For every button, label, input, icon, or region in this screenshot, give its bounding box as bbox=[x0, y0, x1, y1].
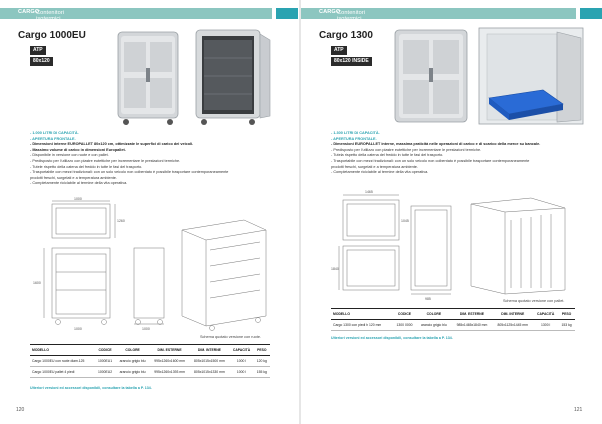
dimension-label: 1000 bbox=[142, 327, 150, 331]
table-cell: 1300 l bbox=[533, 320, 558, 331]
feature-list bbox=[331, 131, 581, 176]
table-note: Ulteriori versioni ed accessori disponibili, consultare la tabella a P. 134. bbox=[30, 386, 152, 390]
spec-table bbox=[30, 344, 270, 378]
dimension-label: 1000 bbox=[74, 197, 82, 201]
table-cell: 1000 l bbox=[229, 356, 253, 367]
column-header: COLORE bbox=[416, 309, 451, 320]
section-header-bar bbox=[0, 8, 272, 22]
table-cell: arancio grigio blu bbox=[115, 367, 149, 378]
table-header-row bbox=[30, 345, 270, 356]
dimension-label: 1840 bbox=[331, 267, 339, 271]
size-badge: 80x120 bbox=[30, 57, 53, 66]
dimension-label: 1260 bbox=[117, 219, 125, 223]
drawing-caption: Schema quotato versione con ruote. bbox=[200, 335, 261, 339]
dimension-label: 1000 bbox=[74, 327, 82, 331]
dimension-label: 1045 bbox=[401, 219, 409, 223]
closed-container-image bbox=[118, 32, 178, 125]
table-row bbox=[30, 356, 270, 367]
feature-item: prodotti freschi, surgelati e a temperatura ambiente. bbox=[331, 164, 418, 169]
section-header-brand: CARGO bbox=[319, 9, 341, 15]
dimension-label: 985 bbox=[425, 297, 431, 301]
table-cell: arancio grigio blu bbox=[416, 320, 451, 331]
table-cell: 1000EU1 bbox=[95, 356, 116, 367]
dimension-label: 1600 bbox=[33, 281, 41, 285]
table-row bbox=[331, 320, 575, 331]
column-header: CAPACITÀ bbox=[229, 345, 253, 356]
atp-badge: ATP bbox=[30, 46, 46, 55]
section-header bbox=[319, 9, 366, 22]
product-photo bbox=[391, 24, 591, 128]
table-row bbox=[30, 367, 270, 378]
right-page bbox=[301, 0, 600, 424]
open-container-with-pallet-image bbox=[479, 28, 583, 124]
product-title: Cargo 1000EU bbox=[18, 30, 86, 41]
column-header: PESO bbox=[558, 309, 575, 320]
column-header: DIM. INTERNE bbox=[492, 309, 533, 320]
drawing-caption: Schema quotato versione con pallet. bbox=[503, 299, 565, 303]
column-header: DIM. ESTERNE bbox=[451, 309, 492, 320]
feature-item: - 1.300 LITRI DI CAPACITÀ. bbox=[331, 131, 380, 135]
open-container-image bbox=[196, 30, 270, 125]
table-cell: Cargo 1000EU pallet 4 piedi bbox=[30, 367, 95, 378]
atp-badge: ATP bbox=[331, 46, 347, 55]
section-tab bbox=[276, 8, 298, 19]
table-cell: 1000EU2 bbox=[95, 367, 116, 378]
table-cell: 995x1260x1393 mm bbox=[150, 367, 190, 378]
table-cell: Cargo 1300 con piedi h 120 mm bbox=[331, 320, 393, 331]
table-cell: 985x1465x1840 mm bbox=[451, 320, 492, 331]
section-header-prefix: Contenitori isotermici bbox=[36, 10, 65, 22]
column-header: COLORE bbox=[115, 345, 149, 356]
feature-item: - 1.000 LITRI DI CAPACITÀ. bbox=[30, 131, 79, 135]
feature-item: - Dimensioni interne EUROPALLET 80x120 cm, ottimizzate le superfici di carico dei veicoli. bbox=[30, 142, 194, 147]
feature-item: - Trasportabile con mezzi tradizionali: con un solo veicolo non coibentato è possibile trasportare contemporaneamente bbox=[30, 170, 229, 175]
column-header: CODICE bbox=[95, 345, 116, 356]
feature-item: - APERTURA FRONTALE. bbox=[30, 136, 76, 141]
spec-table bbox=[331, 308, 575, 331]
table-cell: 805x1015x1330 mm bbox=[190, 367, 230, 378]
table-note: Ulteriori versioni ed accessori disponibili, consultare la tabella a P. 134. bbox=[331, 336, 453, 340]
left-page bbox=[0, 0, 299, 424]
column-header: CODICE bbox=[393, 309, 417, 320]
table-cell: arancio grigio blu bbox=[115, 356, 149, 367]
table-cell: 995x1260x1600 mm bbox=[150, 356, 190, 367]
feature-item: - Tutele rispetto della catena del freddo in tutte le fasi del trasporto. bbox=[30, 164, 143, 169]
table-cell: 805x1015x1500 mm bbox=[190, 356, 230, 367]
table-cell: 153 kg bbox=[558, 320, 575, 331]
closed-container-image bbox=[395, 30, 467, 122]
table-header-row bbox=[331, 309, 575, 320]
product-title: Cargo 1300 bbox=[319, 30, 373, 41]
section-header-brand: CARGO bbox=[18, 9, 40, 15]
table-cell: 155 kg bbox=[254, 367, 270, 378]
column-header: CAPACITÀ bbox=[533, 309, 558, 320]
page-number: 120 bbox=[16, 407, 25, 413]
technical-drawing bbox=[30, 197, 275, 332]
feature-list bbox=[30, 131, 280, 187]
size-badge: 80x120 INSIDE bbox=[331, 57, 372, 66]
section-header-bar bbox=[301, 8, 576, 22]
table-cell: 1300 0000 bbox=[393, 320, 417, 331]
table-cell: 805x1125x1445 mm bbox=[492, 320, 533, 331]
feature-item: - Dimensioni EUROPALLET interne, massima praticità nelle operazioni di carico e di scarico della merce su bancale. bbox=[331, 142, 541, 147]
column-header: PESO bbox=[254, 345, 270, 356]
column-header: DIM. INTERNE bbox=[190, 345, 230, 356]
feature-item: - Massimo volume di carico in dimensioni Europallet. bbox=[30, 147, 126, 152]
product-photo bbox=[112, 24, 272, 128]
feature-item: - Tutela rispetto della catena del freddo in tutte le fasi del trasporto. bbox=[331, 153, 444, 158]
feature-item: - Completamente riciclabile al termine della vita operativa. bbox=[331, 170, 429, 175]
feature-item: - Predisposto per l'utilizzo con piastre eutettiche per incrementare le prestazioni termiche. bbox=[30, 158, 181, 163]
column-header: MODELLO bbox=[30, 345, 95, 356]
feature-item: - Trasportabile con mezzi tradizionali: con un solo veicolo non coibentato è possibile trasportare contemporaneamente bbox=[331, 158, 530, 163]
section-tab bbox=[580, 8, 602, 19]
table-cell: Cargo 1000EU con ruote diam.125 bbox=[30, 356, 95, 367]
page-number: 121 bbox=[574, 407, 583, 413]
feature-item: prodotti freschi, surgelati e a temperatura ambiente. bbox=[30, 175, 117, 180]
feature-item: - Predisposto per l'utilizzo con piastre eutettiche per incrementare le prestazioni termiche. bbox=[331, 147, 482, 152]
table-cell: 1000 l bbox=[229, 367, 253, 378]
section-header bbox=[18, 9, 65, 22]
feature-item: - Disponibile in versione con ruote e con pallet. bbox=[30, 153, 109, 158]
column-header: MODELLO bbox=[331, 309, 393, 320]
dimension-label: 1465 bbox=[365, 190, 373, 194]
section-header-prefix: Contenitori isotermici bbox=[337, 10, 366, 22]
table-cell: 120 kg bbox=[254, 356, 270, 367]
feature-item: - APERTURA FRONTALE. bbox=[331, 136, 377, 141]
column-header: DIM. ESTERNE bbox=[150, 345, 190, 356]
feature-item: - Completamente riciclabile al termine della vita operativa. bbox=[30, 181, 128, 186]
